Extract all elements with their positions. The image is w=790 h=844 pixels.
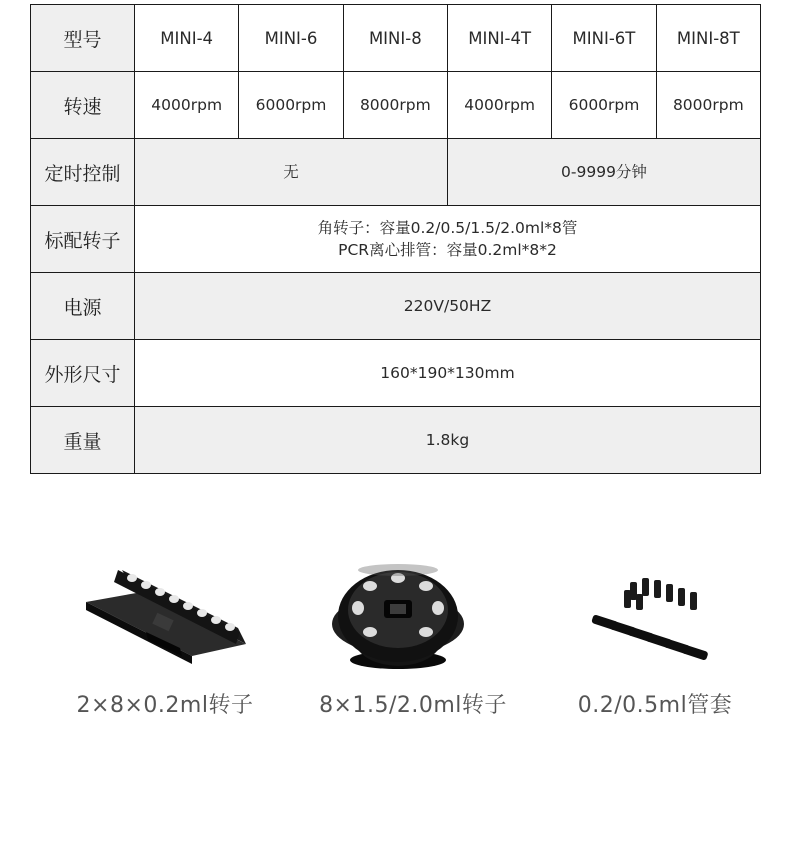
row-rotor	[31, 206, 761, 273]
label-weight: 重量	[31, 407, 135, 474]
label-model: 型号	[31, 5, 135, 72]
timer-range: 0-9999分钟	[447, 139, 760, 206]
row-power	[31, 273, 761, 340]
caption-tube-adapters: 0.2/0.5ml管套	[577, 693, 733, 718]
label-timer: 定时控制	[31, 139, 135, 206]
label-speed: 转速	[31, 72, 135, 139]
model-cell: MINI-4T	[447, 5, 551, 72]
model-cell: MINI-6	[239, 5, 343, 72]
row-speed	[31, 72, 761, 139]
row-model	[31, 5, 761, 72]
size-value: 160*190*130mm	[135, 340, 761, 407]
speed-cell: 4000rpm	[447, 72, 551, 139]
weight-value: 1.8kg	[135, 407, 761, 474]
caption-angle-rotor: 8×1.5/2.0ml转子	[319, 693, 507, 718]
rotor-line-pcr: PCR离心排管：容量0.2ml*8*2	[338, 241, 557, 259]
rotor-value	[135, 206, 761, 273]
model-cell: MINI-6T	[552, 5, 656, 72]
speed-cell: 6000rpm	[239, 72, 343, 139]
power-value: 220V/50HZ	[135, 273, 761, 340]
rotor-line-angle: 角转子：容量0.2/0.5/1.5/2.0ml*8管	[317, 219, 578, 237]
model-cell: MINI-4	[135, 5, 239, 72]
tube-adapters-icon	[540, 540, 750, 680]
product-tube-adapters	[540, 510, 770, 740]
row-timer	[31, 139, 761, 206]
speed-cell: 8000rpm	[656, 72, 760, 139]
timer-none: 无	[135, 139, 448, 206]
speed-cell: 8000rpm	[343, 72, 447, 139]
label-power: 电源	[31, 273, 135, 340]
speed-cell: 6000rpm	[552, 72, 656, 139]
spec-table	[30, 4, 761, 474]
row-size	[31, 340, 761, 407]
model-cell: MINI-8T	[656, 5, 760, 72]
model-cell: MINI-8	[343, 5, 447, 72]
caption-strip-rotor: 2×8×0.2ml转子	[76, 693, 254, 718]
label-rotor: 标配转子	[31, 206, 135, 273]
product-angle-rotor	[298, 510, 528, 740]
speed-cell: 4000rpm	[135, 72, 239, 139]
strip-rotor-icon	[50, 540, 280, 680]
row-weight	[31, 407, 761, 474]
product-strip-rotor	[50, 510, 280, 740]
accessory-gallery	[0, 510, 790, 750]
label-size: 外形尺寸	[31, 340, 135, 407]
angle-rotor-icon	[298, 540, 498, 680]
